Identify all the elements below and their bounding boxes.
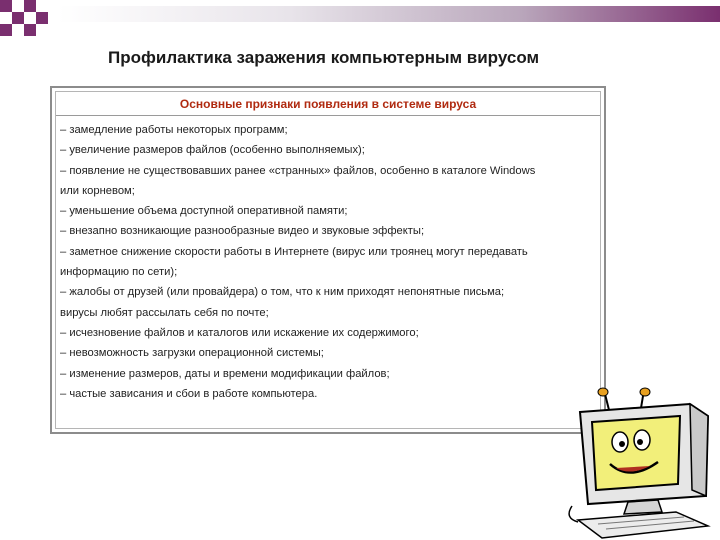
list-item: или корневом;: [60, 184, 135, 197]
list-item: – изменение размеров, даты и времени модификации файлов;: [60, 367, 390, 380]
list-item: – жалобы от друзей (или провайдера) о том, что к ним приходят непонятные письма;: [60, 286, 505, 299]
signs-panel-inner: [55, 91, 601, 429]
header-gradient-bar: [58, 6, 720, 22]
list-item: – частые зависания и сбои в работе компьютера.: [60, 387, 318, 400]
list-item: – уменьшение объема доступной оперативной памяти;: [60, 205, 348, 218]
panel-header: Основные признаки появления в системе вируса: [56, 92, 600, 116]
list-item: – появление не существовавших ранее «странных» файлов, особенно в каталоге Windows: [60, 164, 536, 177]
list-item: – невозможность загрузки операционной системы;: [60, 347, 324, 360]
list-item: – увеличение размеров файлов (особенно выполняемых);: [60, 144, 365, 157]
list-item: – заметное снижение скорости работы в Интернете (вирус или троянец могут передавать: [60, 245, 528, 258]
signs-list: [56, 116, 600, 404]
list-item: вирусы любят рассылать себя по почте;: [60, 306, 269, 319]
list-item: – внезапно возникающие разнообразные видео и звуковые эффекты;: [60, 225, 425, 238]
page-title: Профилактика заражения компьютерным вирусом: [108, 48, 540, 67]
cartoon-computer-illustration: [558, 386, 720, 540]
checker-decoration: [0, 0, 60, 44]
cartoon-computer-icon: [558, 386, 720, 540]
list-item: – замедление работы некоторых программ;: [60, 124, 288, 136]
signs-panel: [50, 86, 606, 434]
list-item: – исчезновение файлов и каталогов или искажение их содержимого;: [60, 326, 419, 339]
list-item: информацию по сети);: [60, 266, 178, 279]
